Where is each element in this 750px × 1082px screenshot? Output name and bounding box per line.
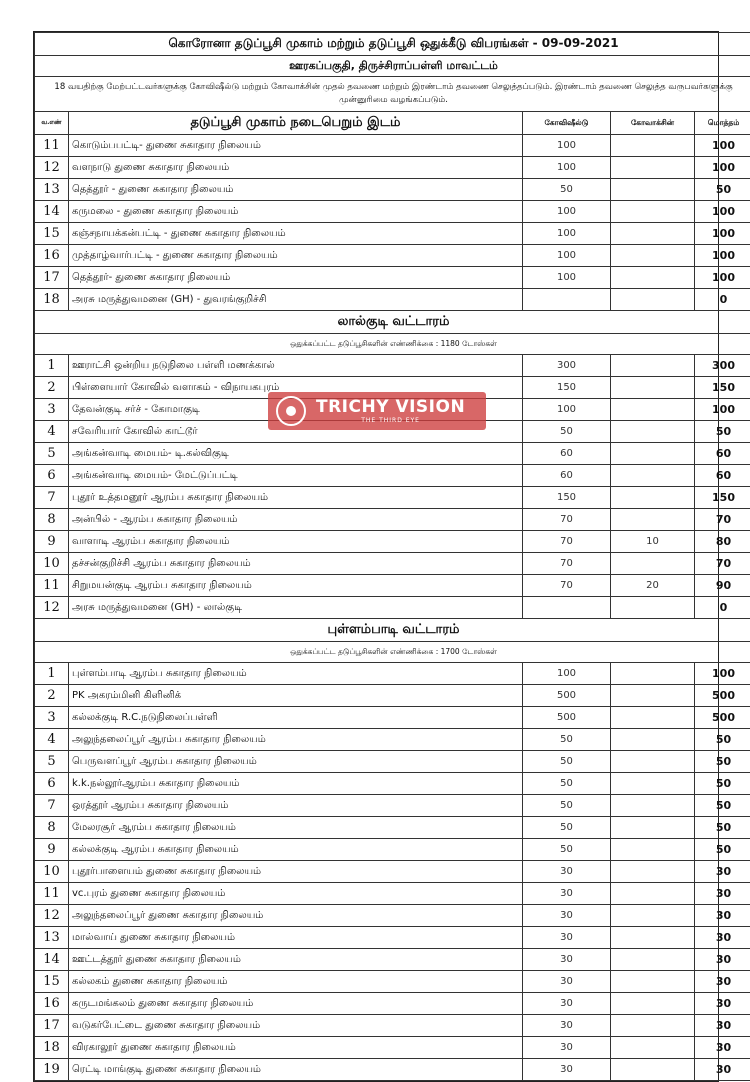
row-covishield: 100 [523, 135, 611, 157]
row-covaxin [611, 443, 695, 465]
row-covaxin [611, 465, 695, 487]
table-row [35, 597, 750, 619]
row-total: 100 [695, 663, 750, 685]
row-total: 100 [695, 399, 750, 421]
row-total: 80 [695, 531, 750, 553]
row-covishield: 30 [523, 927, 611, 949]
page-date: - 09-09-2021 [533, 36, 619, 50]
table-row [35, 707, 750, 729]
row-total: 150 [695, 487, 750, 509]
row-total: 100 [695, 157, 750, 179]
row-covaxin [611, 245, 695, 267]
row-sno: 9 [35, 531, 69, 553]
col-header-place: தடுப்பூசி முகாம் நடைபெறும் இடம் [69, 112, 523, 135]
row-sno: 11 [35, 135, 69, 157]
table-row [35, 553, 750, 575]
row-covishield: 50 [523, 839, 611, 861]
row-covaxin [611, 971, 695, 993]
row-total: 60 [695, 465, 750, 487]
table-row [35, 355, 750, 377]
row-place: விரகாலூர் துணை சுகாதார நிலையம் [69, 1037, 523, 1059]
block-heading-row [35, 311, 750, 334]
col-header-covishield: கோவிஷீல்டு [523, 112, 611, 135]
row-covishield: 300 [523, 355, 611, 377]
row-covishield: 100 [523, 267, 611, 289]
row-sno: 13 [35, 179, 69, 201]
row-covaxin [611, 377, 695, 399]
row-total: 30 [695, 883, 750, 905]
row-sno: 16 [35, 993, 69, 1015]
row-covaxin [611, 729, 695, 751]
row-sno: 16 [35, 245, 69, 267]
row-covaxin [611, 839, 695, 861]
row-covaxin [611, 993, 695, 1015]
block-heading-row [35, 619, 750, 642]
row-covishield: 100 [523, 201, 611, 223]
row-covishield: 50 [523, 817, 611, 839]
row-covishield [523, 289, 611, 311]
row-sno: 2 [35, 377, 69, 399]
row-covishield: 50 [523, 795, 611, 817]
row-sno: 17 [35, 267, 69, 289]
row-sno: 11 [35, 883, 69, 905]
row-covaxin [611, 795, 695, 817]
row-covishield: 30 [523, 1037, 611, 1059]
row-covaxin [611, 223, 695, 245]
camera-eye-icon [276, 396, 306, 426]
row-sno: 9 [35, 839, 69, 861]
row-place: PK அகரம்மினி கிளினிக் [69, 685, 523, 707]
table-row [35, 883, 750, 905]
row-covaxin [611, 267, 695, 289]
table-row [35, 839, 750, 861]
row-sno: 6 [35, 773, 69, 795]
row-total: 30 [695, 1059, 750, 1081]
block-heading: லால்குடி வட்டாரம் [35, 311, 750, 334]
table-row [35, 267, 750, 289]
row-covaxin [611, 399, 695, 421]
row-covaxin [611, 487, 695, 509]
row-place: தச்சன்குறிச்சி ஆரம்ப சுகாதார நிலையம் [69, 553, 523, 575]
row-covishield: 70 [523, 509, 611, 531]
row-sno: 6 [35, 465, 69, 487]
row-total: 50 [695, 773, 750, 795]
row-sno: 11 [35, 575, 69, 597]
table-row [35, 135, 750, 157]
row-covaxin: 10 [611, 531, 695, 553]
row-covaxin [611, 201, 695, 223]
row-covishield: 50 [523, 751, 611, 773]
row-place: சிறுமயன்குடி ஆரம்ப சுகாதார நிலையம் [69, 575, 523, 597]
row-sno: 13 [35, 927, 69, 949]
col-header-total: மொத்தம் [695, 112, 750, 135]
row-covishield: 500 [523, 707, 611, 729]
table-row [35, 201, 750, 223]
row-covaxin [611, 553, 695, 575]
row-covaxin [611, 157, 695, 179]
row-sno: 1 [35, 355, 69, 377]
row-covishield: 150 [523, 377, 611, 399]
row-place: k.k.நல்லூர்ஆரம்ப சுகாதார நிலையம் [69, 773, 523, 795]
row-place: மால்வாய் துணை சுகாதார நிலையம் [69, 927, 523, 949]
table-row [35, 575, 750, 597]
table-row [35, 861, 750, 883]
row-covaxin [611, 927, 695, 949]
row-covaxin: 20 [611, 575, 695, 597]
row-covishield: 100 [523, 399, 611, 421]
table-row [35, 729, 750, 751]
row-place: கஞ்சநாயக்கன்பட்டி - துணை சுகாதார நிலையம் [69, 223, 523, 245]
row-total: 50 [695, 795, 750, 817]
row-total: 300 [695, 355, 750, 377]
row-sno: 15 [35, 971, 69, 993]
table-row [35, 443, 750, 465]
row-total: 50 [695, 421, 750, 443]
row-covaxin [611, 509, 695, 531]
page-title: கொரோனா தடுப்பூசி முகாம் மற்றும் தடுப்பூசி ஒதுக்கீடு விபரங்கள் [168, 36, 528, 50]
row-total: 60 [695, 443, 750, 465]
block-heading: புள்ளம்பாடி வட்டாரம் [35, 619, 750, 642]
row-sno: 1 [35, 663, 69, 685]
row-place: ஊராட்சி ஒன்றிய நடுநிலை பள்ளி மணக்கால் [69, 355, 523, 377]
row-sno: 7 [35, 795, 69, 817]
row-covaxin [611, 135, 695, 157]
table-row [35, 663, 750, 685]
row-total: 50 [695, 179, 750, 201]
table-row [35, 949, 750, 971]
table-row [35, 509, 750, 531]
table-row [35, 245, 750, 267]
table-row [35, 487, 750, 509]
allocation-row [35, 334, 750, 355]
table-row [35, 157, 750, 179]
row-place: ஊட்டத்தூர் துணை சுகாதார நிலையம் [69, 949, 523, 971]
row-covaxin [611, 421, 695, 443]
row-sno: 3 [35, 399, 69, 421]
row-covishield: 150 [523, 487, 611, 509]
row-covishield: 30 [523, 1059, 611, 1081]
row-covishield: 30 [523, 949, 611, 971]
table-row [35, 751, 750, 773]
row-covishield: 500 [523, 685, 611, 707]
column-header-row [35, 112, 750, 135]
row-total: 90 [695, 575, 750, 597]
allocation-text: ஒதுக்கப்பட்ட தடுப்பூசிகளின் எண்ணிக்கை : 1180 டோஸ்கள் [35, 334, 750, 355]
row-covishield [523, 597, 611, 619]
row-covishield: 30 [523, 861, 611, 883]
row-sno: 18 [35, 289, 69, 311]
row-place: முத்தாழ்வார்பட்டி - துணை சுகாதார நிலையம் [69, 245, 523, 267]
row-total: 50 [695, 751, 750, 773]
row-total: 500 [695, 707, 750, 729]
row-place: கல்லக்குடி R.C.நடுநிலைப்பள்ளி [69, 707, 523, 729]
row-sno: 2 [35, 685, 69, 707]
row-covaxin [611, 685, 695, 707]
row-covaxin [611, 861, 695, 883]
table-row [35, 179, 750, 201]
row-covishield: 60 [523, 465, 611, 487]
table-row [35, 531, 750, 553]
row-total: 50 [695, 817, 750, 839]
row-total: 30 [695, 1015, 750, 1037]
table-row [35, 993, 750, 1015]
row-covishield: 70 [523, 575, 611, 597]
row-place: புள்ளம்பாடி ஆரம்ப சுகாதார நிலையம் [69, 663, 523, 685]
row-place: புதூர் உத்தமனூர் ஆரம்ப சுகாதார நிலையம் [69, 487, 523, 509]
row-place: அன்பில் - ஆரம்ப சுகாதார நிலையம் [69, 509, 523, 531]
row-covishield: 30 [523, 971, 611, 993]
row-place: கல்லகம் துணை சுகாதார நிலையம் [69, 971, 523, 993]
row-covaxin [611, 1059, 695, 1081]
row-total: 30 [695, 993, 750, 1015]
row-place: கொடும்பபட்டி- துணை சுகாதார நிலையம் [69, 135, 523, 157]
row-sno: 14 [35, 949, 69, 971]
row-place: மேலரசூர் ஆரம்ப சுகாதார நிலையம் [69, 817, 523, 839]
table-row [35, 905, 750, 927]
row-place: பிள்ளையார் கோவில் வளாகம் - விநாயகபுரம் [69, 377, 523, 399]
row-place: ஒரத்தூர் ஆரம்ப சுகாதார நிலையம் [69, 795, 523, 817]
row-sno: 12 [35, 905, 69, 927]
vaccination-table [34, 32, 750, 1081]
row-covishield: 50 [523, 729, 611, 751]
table-row [35, 223, 750, 245]
row-total: 30 [695, 949, 750, 971]
row-total: 30 [695, 905, 750, 927]
row-place: கல்லக்குடி ஆரம்ப சுகாதார நிலையம் [69, 839, 523, 861]
row-sno: 17 [35, 1015, 69, 1037]
row-covishield: 50 [523, 773, 611, 795]
eligibility-note: 18 வயதிற்கு மேற்பட்டவர்களுக்கு கோவிஷீல்டு மற்றும் கோவாக்சின் முதல் தவணை மற்றும் இரண்டாம் தவணை செலுத்தப்படும். இரண்டாம் தவணை செலுத்த வருபவர்களுக்கு முன்னுரிமை வழங்கப்படும். [35, 77, 750, 112]
row-sno: 7 [35, 487, 69, 509]
row-covishield: 70 [523, 531, 611, 553]
row-sno: 15 [35, 223, 69, 245]
row-covishield: 30 [523, 905, 611, 927]
row-place: வடுகர்பேட்டை துணை சுகாதார நிலையம் [69, 1015, 523, 1037]
row-covaxin [611, 773, 695, 795]
row-covaxin [611, 289, 695, 311]
row-place: வளநாடு துணை சுகாதார நிலையம் [69, 157, 523, 179]
row-covaxin [611, 355, 695, 377]
col-header-covaxin: கோவாக்சின் [611, 112, 695, 135]
col-header-sno: வ.எண் [35, 112, 69, 135]
row-covishield: 30 [523, 993, 611, 1015]
row-place: தெத்தூர் - துணை சுகாதார நிலையம் [69, 179, 523, 201]
row-sno: 4 [35, 729, 69, 751]
row-sno: 8 [35, 509, 69, 531]
row-place: கருமலை - துணை சுகாதார நிலையம் [69, 201, 523, 223]
watermark-brand: TRICHY VISION [316, 398, 465, 416]
row-total: 50 [695, 729, 750, 751]
row-total: 30 [695, 927, 750, 949]
page-subtitle: ஊரகப்பகுதி, திருச்சிராப்பள்ளி மாவட்டம் [35, 56, 750, 77]
row-covaxin [611, 751, 695, 773]
allocation-text: ஒதுக்கப்பட்ட தடுப்பூசிகளின் எண்ணிக்கை : 1700 டோஸ்கள் [35, 642, 750, 663]
row-place: சவேரியார் கோவில் காட்டூர் [69, 421, 523, 443]
row-sno: 10 [35, 861, 69, 883]
row-covishield: 50 [523, 179, 611, 201]
subtitle-row [35, 56, 750, 77]
row-sno: 10 [35, 553, 69, 575]
note-row [35, 77, 750, 112]
table-row [35, 773, 750, 795]
row-place: வாளாடி ஆரம்ப சுகாதார நிலையம் [69, 531, 523, 553]
row-sno: 12 [35, 157, 69, 179]
row-place: தேவன்குடி சர்ச் - கோமாகுடி [69, 399, 523, 421]
table-row [35, 1059, 750, 1081]
table-row [35, 1015, 750, 1037]
row-covishield: 100 [523, 223, 611, 245]
row-sno: 4 [35, 421, 69, 443]
row-place: பெருவளப்பூர் ஆரம்ப சுகாதார நிலையம் [69, 751, 523, 773]
row-place: ரெட்டி மாங்குடி துணை சுகாதார நிலையம் [69, 1059, 523, 1081]
table-row [35, 817, 750, 839]
row-sno: 3 [35, 707, 69, 729]
row-covaxin [611, 905, 695, 927]
row-place: அங்கன்வாடி மையம்- டி.கல்விகுடி [69, 443, 523, 465]
row-total: 100 [695, 135, 750, 157]
trichy-vision-watermark [268, 392, 486, 430]
row-sno: 5 [35, 751, 69, 773]
row-place: புதூர்பாளையம் துணை சுகாதார நிலையம் [69, 861, 523, 883]
row-sno: 12 [35, 597, 69, 619]
row-covaxin [611, 817, 695, 839]
row-covishield: 30 [523, 883, 611, 905]
row-covaxin [611, 949, 695, 971]
row-place: அரசு மருத்துவமனை (GH) - துவரங்குறிச்சி [69, 289, 523, 311]
table-row [35, 971, 750, 993]
table-row [35, 685, 750, 707]
row-total: 30 [695, 1037, 750, 1059]
row-sno: 18 [35, 1037, 69, 1059]
row-total: 500 [695, 685, 750, 707]
row-total: 30 [695, 861, 750, 883]
table-row [35, 795, 750, 817]
row-total: 70 [695, 553, 750, 575]
table-row [35, 289, 750, 311]
row-covaxin [611, 1015, 695, 1037]
row-sno: 14 [35, 201, 69, 223]
row-place: அங்கன்வாடி மையம்- மேட்டுப்பட்டி [69, 465, 523, 487]
row-place: vc.புரம் துணை சுகாதார நிலையம் [69, 883, 523, 905]
row-covaxin [611, 663, 695, 685]
row-covishield: 60 [523, 443, 611, 465]
row-place: அரசு மருத்துவமனை (GH) - லால்குடி [69, 597, 523, 619]
row-total: 70 [695, 509, 750, 531]
row-place: அலுந்தலைப்பூர் ஆரம்ப சுகாதார நிலையம் [69, 729, 523, 751]
row-total: 30 [695, 971, 750, 993]
row-place: கருடமங்கலம் துணை சுகாதார நிலையம் [69, 993, 523, 1015]
table-row [35, 927, 750, 949]
row-covaxin [611, 597, 695, 619]
row-covaxin [611, 883, 695, 905]
vaccination-schedule-sheet [33, 31, 719, 1082]
row-covishield: 100 [523, 157, 611, 179]
row-covishield: 70 [523, 553, 611, 575]
watermark-tagline: THE THIRD EYE [316, 416, 465, 425]
row-covishield: 100 [523, 663, 611, 685]
row-total: 150 [695, 377, 750, 399]
title-row [35, 33, 750, 56]
row-place: அலுந்தலைப்பூர் துணை சுகாதார நிலையம் [69, 905, 523, 927]
row-place: தெத்தூர்- துணை சுகாதார நிலையம் [69, 267, 523, 289]
row-covishield: 50 [523, 421, 611, 443]
row-total: 0 [695, 289, 750, 311]
row-covaxin [611, 179, 695, 201]
row-sno: 19 [35, 1059, 69, 1081]
row-total: 100 [695, 245, 750, 267]
row-total: 100 [695, 201, 750, 223]
row-total: 100 [695, 223, 750, 245]
allocation-row [35, 642, 750, 663]
table-row [35, 1037, 750, 1059]
table-row [35, 465, 750, 487]
row-total: 100 [695, 267, 750, 289]
row-total: 50 [695, 839, 750, 861]
row-total: 0 [695, 597, 750, 619]
row-covishield: 30 [523, 1015, 611, 1037]
row-covaxin [611, 1037, 695, 1059]
row-covaxin [611, 707, 695, 729]
row-sno: 8 [35, 817, 69, 839]
row-covishield: 100 [523, 245, 611, 267]
row-sno: 5 [35, 443, 69, 465]
